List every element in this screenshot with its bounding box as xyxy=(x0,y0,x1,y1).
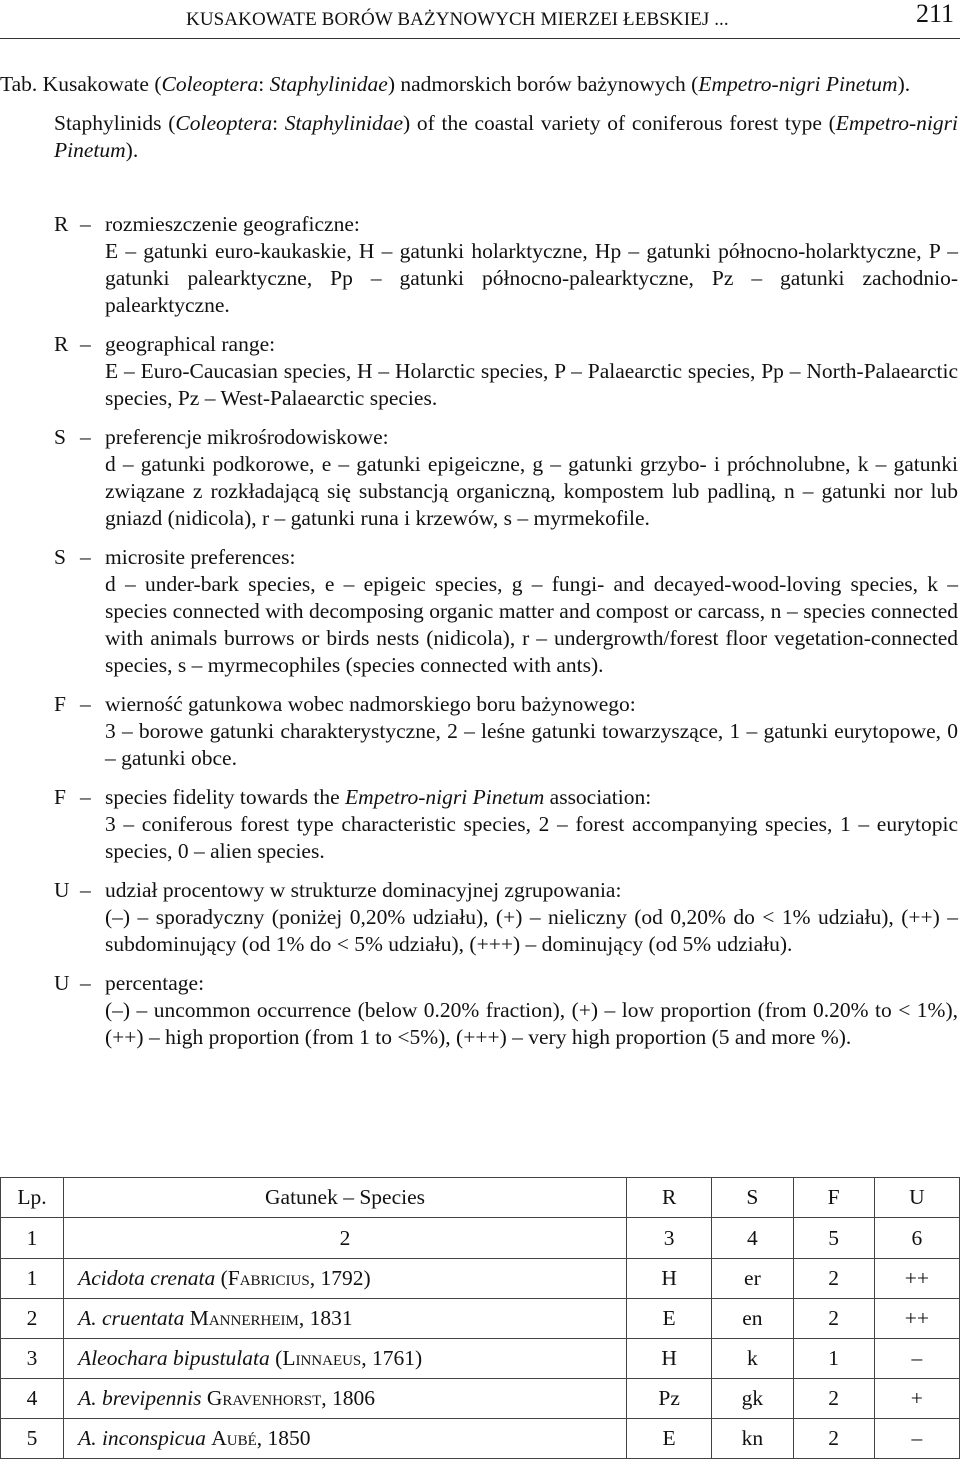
table-header-row xyxy=(1,1178,960,1218)
row-u: + xyxy=(874,1379,959,1419)
table-row xyxy=(1,1419,960,1459)
legend-heading: udział procentowy w strukturze dominacyjnej zgrupowania: xyxy=(105,878,622,902)
header-species: Gatunek – Species xyxy=(64,1178,627,1218)
row-species: A. brevipennis Gravenhorst, 1806 xyxy=(64,1379,627,1419)
row-lp: 2 xyxy=(1,1299,64,1339)
species-table xyxy=(0,1177,960,1459)
row-s: en xyxy=(712,1299,793,1339)
header-u: U xyxy=(874,1178,959,1218)
legend-key: R xyxy=(54,332,69,356)
row-s: gk xyxy=(712,1379,793,1419)
column-number: 6 xyxy=(874,1218,959,1259)
legend-entry: S – preferencje mikrośrodowiskowe: d – gatunki podkorowe, e – gatunki epigeiczne, g – gatunki grzybo- i próchnolubne, k – gatunki związane z rozkładającą się substancją organiczną, kompostem lub padliną, n – gatunki nor lub gniazd (nidicola), r – gatunki runa i krzewów, s – myrmekofile. xyxy=(54,425,958,530)
column-number: 5 xyxy=(793,1218,874,1259)
legend xyxy=(54,211,958,1063)
legend-entry: F – wierność gatunkowa wobec nadmorskiego boru bażynowego: 3 – borowe gatunki charakterystyczne, 2 – leśne gatunki towarzyszące, 1 – gatunki eurytopowe, 0 – gatunki obce. xyxy=(54,692,958,770)
legend-description: 3 – borowe gatunki charakterystyczne, 2 – leśne gatunki towarzyszące, 1 – gatunki eurytopowe, 0 – gatunki obce. xyxy=(105,719,958,770)
row-species: A. cruentata Mannerheim, 1831 xyxy=(64,1299,627,1339)
row-r: E xyxy=(627,1419,712,1459)
table-row xyxy=(1,1379,960,1419)
legend-key: R xyxy=(54,212,69,236)
header-lp: Lp. xyxy=(1,1178,64,1218)
row-r: E xyxy=(627,1299,712,1339)
row-s: kn xyxy=(712,1419,793,1459)
running-title: KUSAKOWATE BORÓW BAŻYNOWYCH MIERZEI ŁEBSKIEJ ... xyxy=(186,9,729,30)
row-f: 2 xyxy=(793,1419,874,1459)
legend-entry: F – species fidelity towards the Empetro-nigri Pinetum association: 3 – coniferous forest type characteristic species, 2 – forest accompanying species, 1 – eurytopic species, 0 – alien species. xyxy=(54,785,958,863)
row-r: H xyxy=(627,1259,712,1299)
legend-heading: microsite preferences: xyxy=(105,545,296,569)
row-f: 2 xyxy=(793,1299,874,1339)
legend-description: d – gatunki podkorowe, e – gatunki epigeiczne, g – gatunki grzybo- i próchnolubne, k – gatunki związane z rozkładającą się substancją organiczną, kompostem lub padliną, n – gatunki nor lub gniazd (nidicola), r – gatunki runa i krzewów, s – myrmekofile. xyxy=(105,452,958,530)
row-u: – xyxy=(874,1419,959,1459)
legend-description: d – under-bark species, e – epigeic species, g – fungi- and decayed-wood-loving species, k – species connected with decomposing organic matter and compost or carcass, n – species connected with animals burrows or birds nests (nidicola), r – undergrowth/forest floor vegetation-connected species, s – myrmecophiles (species connected with ants). xyxy=(105,572,958,677)
table-row xyxy=(1,1339,960,1379)
caption-english: Staphylinids (Coleoptera: Staphylinidae) of the coastal variety of coniferous forest type (Empetro-nigri Pinetum). xyxy=(54,111,958,162)
row-u: – xyxy=(874,1339,959,1379)
table-caption xyxy=(0,71,958,176)
row-species: A. inconspicua Aubé, 1850 xyxy=(64,1419,627,1459)
header-f: F xyxy=(793,1178,874,1218)
legend-entry: U – udział procentowy w strukturze dominacyjnej zgrupowania: (–) – sporadyczny (poniżej 0,20% udziału), (+) – nieliczny (od 0,20% do < 1% udziału), (++) – subdominujący (od 1% do < 5% udziału), (+++) – dominujący (od 5% udziału). xyxy=(54,878,958,956)
legend-heading: rozmieszczenie geograficzne: xyxy=(105,212,360,236)
legend-key: S xyxy=(54,545,66,569)
table-row xyxy=(1,1299,960,1339)
page-number: 211 xyxy=(915,0,954,28)
row-s: k xyxy=(712,1339,793,1379)
column-number: 2 xyxy=(64,1218,627,1259)
legend-entry: U – percentage: (–) – uncommon occurrence (below 0.20% fraction), (+) – low proportion (from 0.20% to < 1%), (++) – high proportion (from 1 to <5%), (+++) – very high proportion (5 and more %). xyxy=(54,971,958,1049)
row-u: ++ xyxy=(874,1299,959,1339)
legend-heading: preferencje mikrośrodowiskowe: xyxy=(105,425,389,449)
legend-description: 3 – coniferous forest type characteristic species, 2 – forest accompanying species, 1 – eurytopic species, 0 – alien species. xyxy=(105,812,958,863)
row-species: Acidota crenata (Fabricius, 1792) xyxy=(64,1259,627,1299)
row-lp: 5 xyxy=(1,1419,64,1459)
row-f: 1 xyxy=(793,1339,874,1379)
legend-key: U xyxy=(54,971,70,995)
table-row xyxy=(1,1259,960,1299)
row-u: ++ xyxy=(874,1259,959,1299)
row-lp: 4 xyxy=(1,1379,64,1419)
row-r: Pz xyxy=(627,1379,712,1419)
legend-description: E – gatunki euro-kaukaskie, H – gatunki holarktyczne, Hp – gatunki północno-holarktyczne, P – gatunki palearktyczne, Pp – gatunki północno-palearktyczne, Pz – gatunki zachodnio-palearktyczne. xyxy=(105,239,958,317)
column-number: 3 xyxy=(627,1218,712,1259)
legend-key: U xyxy=(54,878,70,902)
legend-entry: S – microsite preferences: d – under-bark species, e – epigeic species, g – fungi- and decayed-wood-loving species, k – species connected with decomposing organic matter and compost or carcass, n – species connected with animals burrows or birds nests (nidicola), r – undergrowth/forest floor vegetation-connected species, s – myrmecophiles (species connected with ants). xyxy=(54,545,958,677)
row-f: 2 xyxy=(793,1379,874,1419)
row-r: H xyxy=(627,1339,712,1379)
column-number: 4 xyxy=(712,1218,793,1259)
legend-entry: R – geographical range: E – Euro-Caucasian species, H – Holarctic species, P – Palaearctic species, Pp – North-Palaearctic species, Pz – West-Palaearctic species. xyxy=(54,332,958,410)
legend-key: S xyxy=(54,425,66,449)
page-header xyxy=(0,0,960,39)
legend-description: (–) – uncommon occurrence (below 0.20% fraction), (+) – low proportion (from 0.20% to < 1%), (++) – high proportion (from 1 to <5%), (+++) – very high proportion (5 and more %). xyxy=(105,998,958,1049)
legend-heading: percentage: xyxy=(105,971,205,995)
legend-description: (–) – sporadyczny (poniżej 0,20% udziału), (+) – nieliczny (od 0,20% do < 1% udziału), (++) – subdominujący (od 1% do < 5% udziału), (+++) – dominujący (od 5% udziału). xyxy=(105,905,958,956)
legend-heading: wierność gatunkowa wobec nadmorskiego boru bażynowego: xyxy=(105,692,636,716)
row-species: Aleochara bipustulata (Linnaeus, 1761) xyxy=(64,1339,627,1379)
legend-key: F xyxy=(54,692,66,716)
legend-key: F xyxy=(54,785,66,809)
legend-description: E – Euro-Caucasian species, H – Holarctic species, P – Palaearctic species, Pp – North-Palaearctic species, Pz – West-Palaearctic species. xyxy=(105,359,958,410)
row-f: 2 xyxy=(793,1259,874,1299)
column-number: 1 xyxy=(1,1218,64,1259)
header-r: R xyxy=(627,1178,712,1218)
row-s: er xyxy=(712,1259,793,1299)
legend-entry: R – rozmieszczenie geograficzne: E – gatunki euro-kaukaskie, H – gatunki holarktyczne, Hp – gatunki północno-holarktyczne, P – gatunki palearktyczne, Pp – gatunki północno-palearktyczne, Pz – gatunki zachodnio-palearktyczne. xyxy=(54,212,958,317)
caption-polish: Tab. Kusakowate (Coleoptera: Staphylinidae) nadmorskich borów bażynowych (Empetro-nigri Pinetum). xyxy=(0,72,911,96)
column-number-row xyxy=(1,1218,960,1259)
legend-heading: species fidelity towards the Empetro-nigri Pinetum association: xyxy=(105,785,652,809)
header-s: S xyxy=(712,1178,793,1218)
row-lp: 3 xyxy=(1,1339,64,1379)
row-lp: 1 xyxy=(1,1259,64,1299)
legend-heading: geographical range: xyxy=(105,332,276,356)
